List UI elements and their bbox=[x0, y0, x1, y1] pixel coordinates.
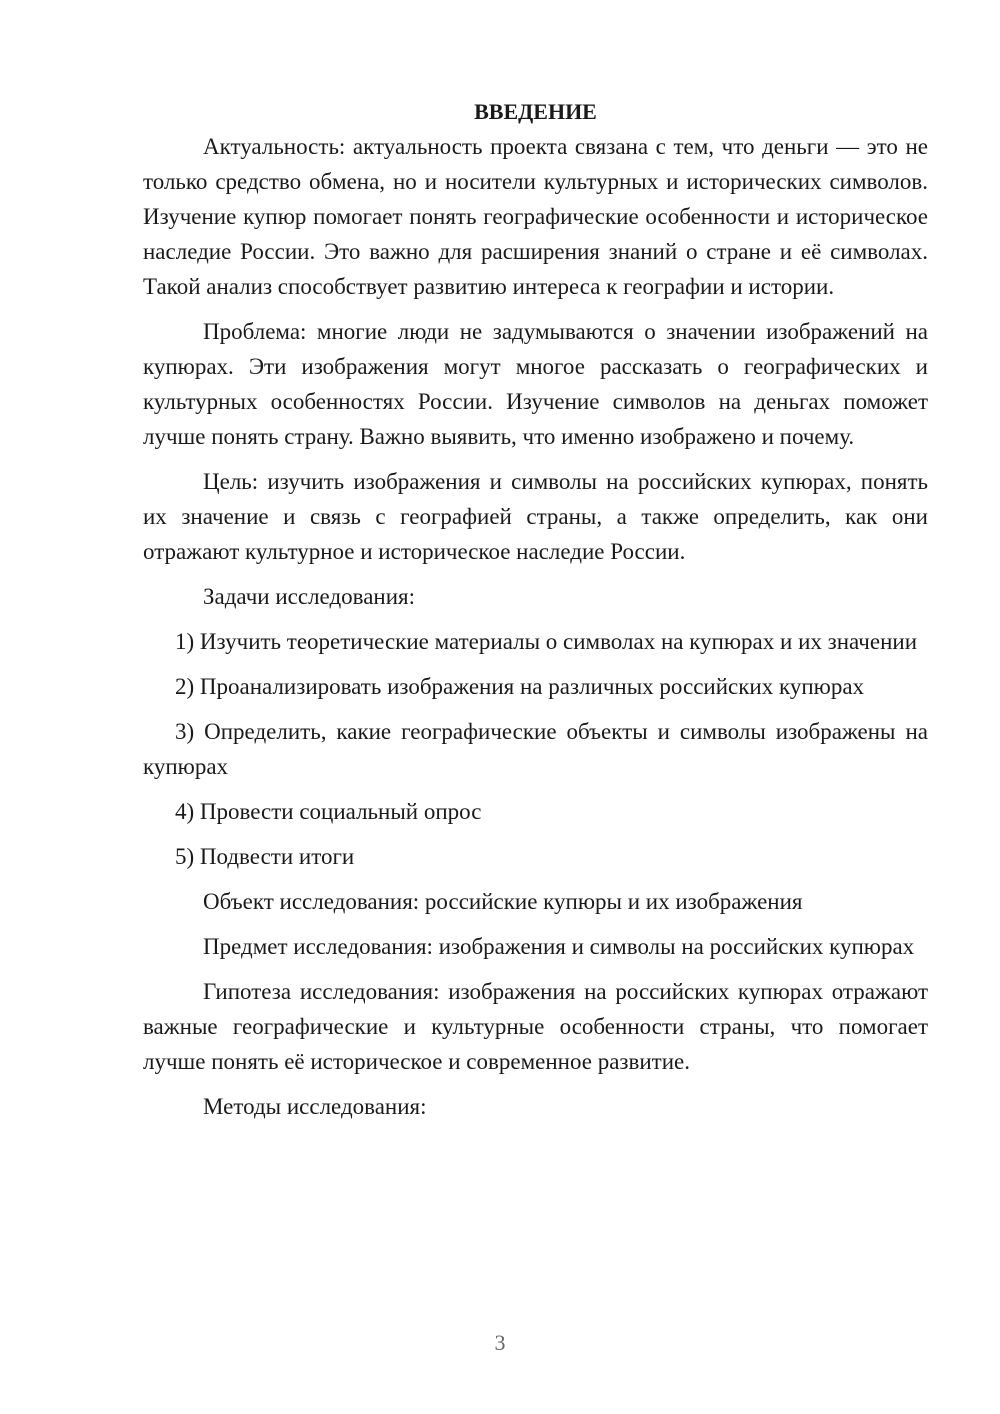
paragraph-problem: Проблема: многие люди не задумываются о значении изображений на купюрах. Эти изображения могут многое рассказать о географических и культурных особенностях России. Изучение символов на деньгах поможет лучше понять страну. Важно выявить, что именно изображено и почему. bbox=[143, 319, 928, 449]
list-item: 1) Изучить теоретические материалы о символах на купюрах и их значении bbox=[175, 629, 918, 654]
paragraph-relevance: Актуальность: актуальность проекта связана с тем, что деньги — это не только средство обмена, но и носители культурных и исторических символов. Изучение купюр помогает понять географические особенности и историческое наследие России. Это важно для расширения знаний о стране и её символах. Такой анализ способствует развитию интереса к географии и истории. bbox=[143, 134, 928, 299]
list-item: 4) Провести социальный опрос bbox=[175, 799, 482, 824]
paragraph-hypothesis: Гипотеза исследования: изображения на российских купюрах отражают важные географические и культурные особенности страны, что помогает лучше понять её историческое и современное развитие. bbox=[143, 979, 928, 1074]
page-number: 3 bbox=[494, 1330, 506, 1355]
methods-heading: Методы исследования: bbox=[203, 1094, 427, 1119]
section-title: ВВЕДЕНИЕ bbox=[474, 99, 597, 124]
page-content bbox=[143, 94, 928, 1124]
paragraph-subject: Предмет исследования: изображения и символы на российских купюрах bbox=[203, 934, 915, 959]
list-item: 5) Подвести итоги bbox=[175, 844, 355, 869]
paragraph-goal: Цель: изучить изображения и символы на российских купюрах, понять их значение и связь с географией страны, а также определить, как они отражают культурное и историческое наследие России. bbox=[143, 469, 928, 564]
tasks-heading: Задачи исследования: bbox=[203, 584, 416, 609]
list-item: 2) Проанализировать изображения на различных российских купюрах bbox=[175, 674, 865, 699]
list-item: 3) Определить, какие географические объекты и символы изображены на купюрах bbox=[143, 719, 928, 779]
paragraph-object: Объект исследования: российские купюры и их изображения bbox=[203, 889, 803, 914]
